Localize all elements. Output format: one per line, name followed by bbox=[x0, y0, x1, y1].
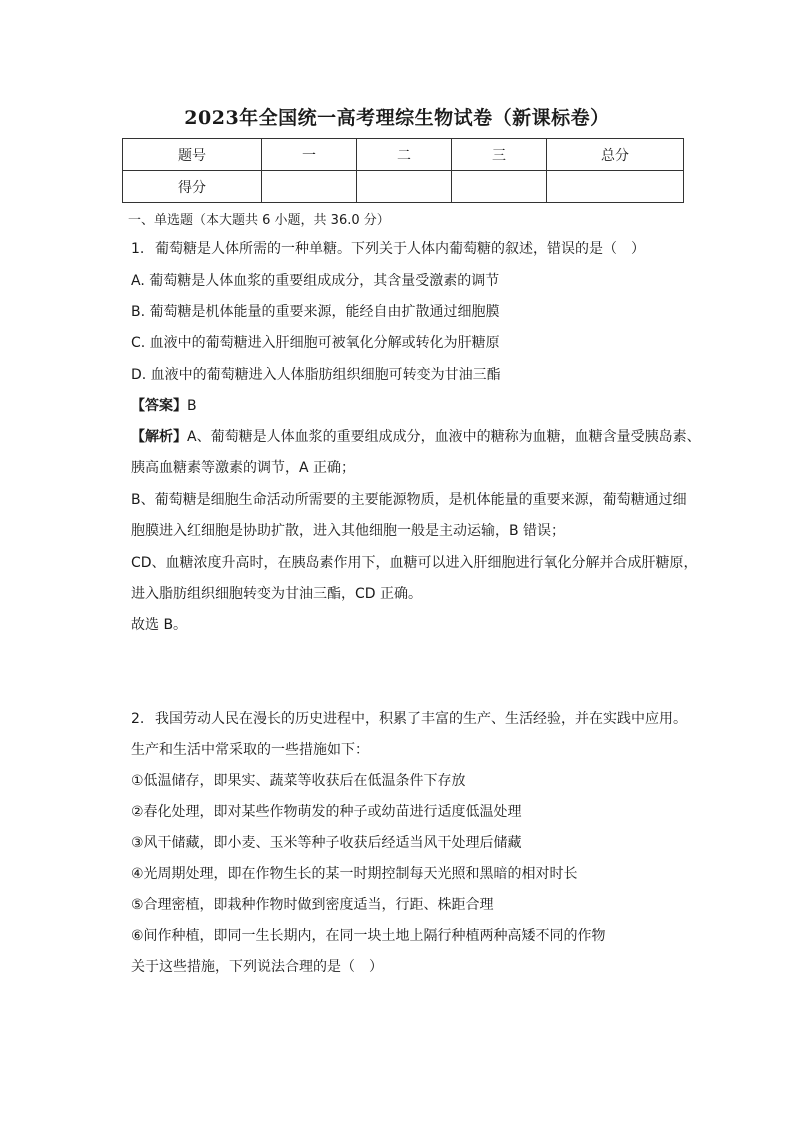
header-cell: 题号 bbox=[123, 139, 262, 171]
analysis-line: B、葡萄糖是细胞生命活动所需要的主要能源物质，是机体能量的重要来源，葡萄糖通过细 bbox=[131, 492, 687, 508]
score-cell[interactable] bbox=[452, 171, 547, 203]
answer-value: B bbox=[187, 398, 197, 414]
row-label-cell: 得分 bbox=[123, 171, 262, 203]
analysis-line: 进入脂肪组织细胞转变为甘油三酯，CD 正确。 bbox=[131, 586, 423, 602]
score-table bbox=[122, 138, 684, 203]
exam-title: 2023年全国统一高考理综生物试卷（新课标卷） bbox=[184, 107, 610, 129]
analysis-line: CD、血糖浓度升高时，在胰岛素作用下，血糖可以进入肝细胞进行氧化分解并合成肝糖原， bbox=[131, 555, 698, 571]
score-cell[interactable] bbox=[357, 171, 452, 203]
analysis-line bbox=[131, 428, 701, 446]
question-2-stem-continued: 生产和生活中常采取的一些措施如下： bbox=[131, 742, 369, 758]
analysis-conclusion: 故选 B。 bbox=[131, 617, 188, 633]
question-number: 2. bbox=[131, 711, 145, 727]
option-b: B. 葡萄糖是机体能量的重要来源，能经自由扩散通过细胞膜 bbox=[131, 304, 500, 320]
measure-item: ④光周期处理，即在作物生长的某一时期控制每天光照和黑暗的相对时长 bbox=[131, 866, 578, 882]
score-table-header-row bbox=[123, 139, 684, 171]
option-c: C. 血液中的葡萄糖进入肝细胞可被氧化分解或转化为肝糖原 bbox=[131, 335, 500, 351]
question-2-prompt: 关于这些措施，下列说法合理的是（ ） bbox=[131, 959, 383, 975]
question-number: 1. bbox=[131, 241, 145, 257]
answer-line bbox=[131, 397, 197, 415]
question-1-stem bbox=[131, 240, 645, 258]
question-text: 我国劳动人民在漫长的历史进程中，积累了丰富的生产、生活经验，并在实践中应用。 bbox=[155, 711, 687, 727]
header-cell: 总分 bbox=[547, 139, 684, 171]
header-cell: 二 bbox=[357, 139, 452, 171]
question-2-stem bbox=[131, 710, 687, 728]
measure-item: ⑥间作种植，即同一生长期内，在同一块土地上隔行种植两种高矮不同的作物 bbox=[131, 928, 606, 944]
measure-item: ⑤合理密植，即栽种作物时做到密度适当，行距、株距合理 bbox=[131, 897, 494, 913]
score-cell[interactable] bbox=[262, 171, 357, 203]
measure-item: ③风干储藏，即小麦、玉米等种子收获后经适当风干处理后储藏 bbox=[131, 835, 522, 851]
analysis-line: 胰高血糖素等激素的调节，A 正确； bbox=[131, 460, 356, 476]
analysis-tag: 【解析】 bbox=[131, 429, 187, 445]
section-heading: 一、单选题（本大题共 6 小题，共 36.0 分） bbox=[128, 213, 390, 228]
score-cell[interactable] bbox=[547, 171, 684, 203]
measure-item: ①低温储存，即果实、蔬菜等收获后在低温条件下存放 bbox=[131, 773, 466, 789]
analysis-text: A、葡萄糖是人体血浆的重要组成成分，血液中的糖称为血糖，血糖含量受胰岛素、 bbox=[187, 429, 701, 445]
header-cell: 一 bbox=[262, 139, 357, 171]
option-d: D. 血液中的葡萄糖进入人体脂肪组织细胞可转变为甘油三酯 bbox=[131, 367, 501, 383]
option-a: A. 葡萄糖是人体血浆的重要组成成分，其含量受激素的调节 bbox=[131, 273, 500, 289]
question-text: 葡萄糖是人体所需的一种单糖。下列关于人体内葡萄糖的叙述，错误的是（ ） bbox=[155, 241, 645, 257]
answer-tag: 【答案】 bbox=[131, 398, 187, 414]
measure-item: ②春化处理，即对某些作物萌发的种子或幼苗进行适度低温处理 bbox=[131, 804, 522, 820]
score-table-score-row bbox=[123, 171, 684, 203]
analysis-line: 胞膜进入红细胞是协助扩散，进入其他细胞一般是主动运输，B 错误； bbox=[131, 523, 566, 539]
header-cell: 三 bbox=[452, 139, 547, 171]
